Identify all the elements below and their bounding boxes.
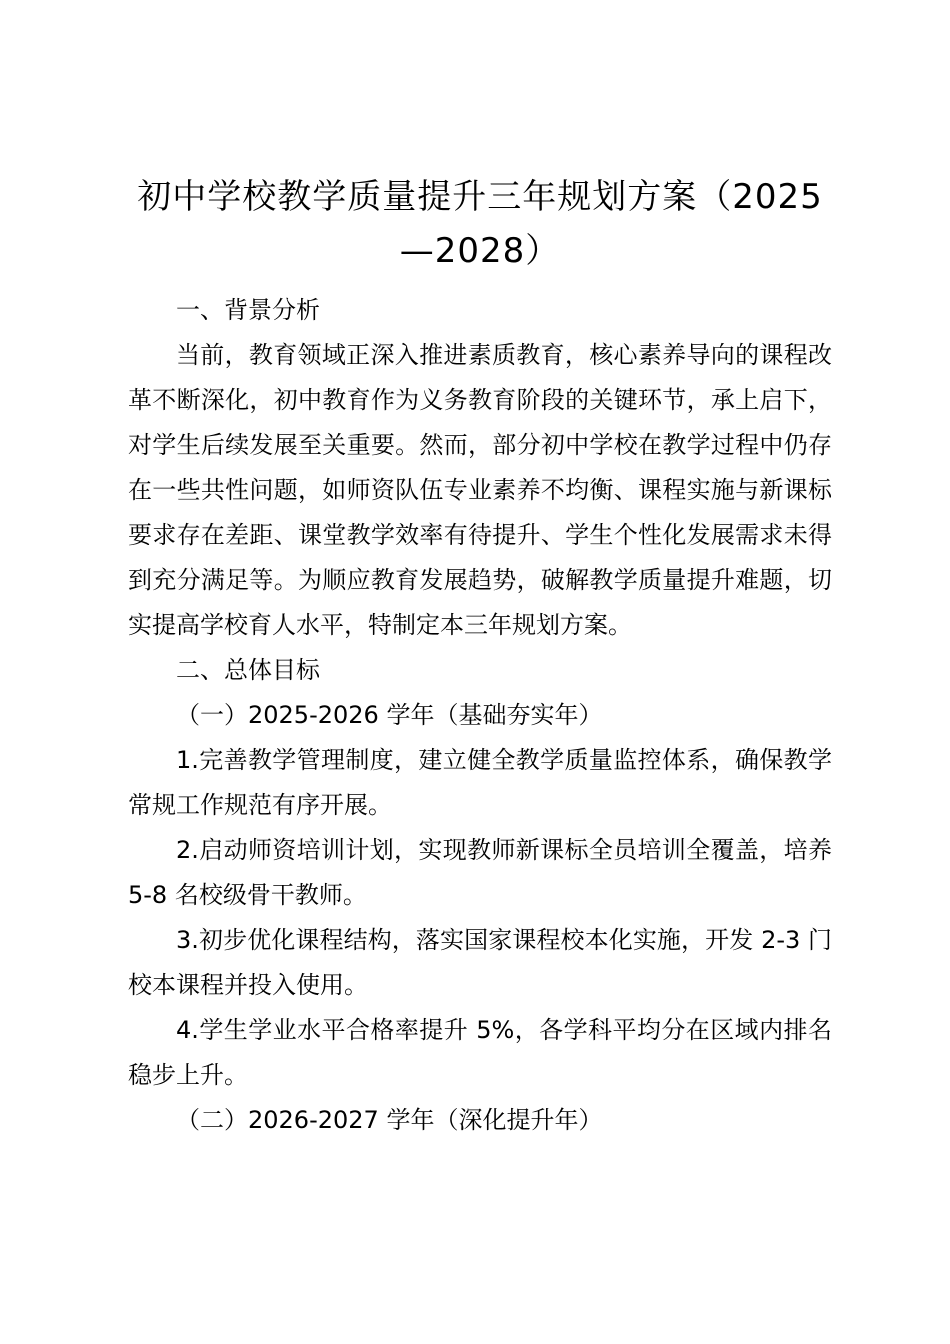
goal-item-1: 1.完善教学管理制度，建立健全教学质量监控体系，确保教学常规工作规范有序开展。 <box>128 746 832 819</box>
document-body <box>128 288 832 1143</box>
goal-item-2: 2.启动师资培训计划，实现教师新课标全员培训全覆盖，培养 5-8 名校级骨干教师。 <box>128 836 832 909</box>
section-heading-goals: 二、总体目标 <box>176 656 320 684</box>
goal-item-3: 3.初步优化课程结构，落实国家课程校本化实施，开发 2-3 门校本课程并投入使用。 <box>128 926 832 999</box>
subheading-year-2: （二）2026-2027 学年（深化提升年） <box>176 1106 603 1134</box>
subheading-year-1: （一）2025-2026 学年（基础夯实年） <box>176 701 603 729</box>
document-page <box>128 170 832 1143</box>
paragraph-background: 当前，教育领域正深入推进素质教育，核心素养导向的课程改革不断深化，初中教育作为义务教育阶段的关键环节，承上启下，对学生后续发展至关重要。然而，部分初中学校在教学过程中仍存在一些共性问题，如师资队伍专业素养不均衡、课程实施与新课标要求存在差距、课堂教学效率有待提升、学生个性化发展需求未得到充分满足等。为顺应教育发展趋势，破解教学质量提升难题，切实提高学校育人水平，特制定本三年规划方案。 <box>128 341 832 639</box>
goal-item-4: 4.学生学业水平合格率提升 5%，各学科平均分在区域内排名稳步上升。 <box>128 1016 832 1089</box>
document-title: 初中学校教学质量提升三年规划方案（2025—2028） <box>137 177 823 271</box>
section-heading-background: 一、背景分析 <box>176 296 320 324</box>
